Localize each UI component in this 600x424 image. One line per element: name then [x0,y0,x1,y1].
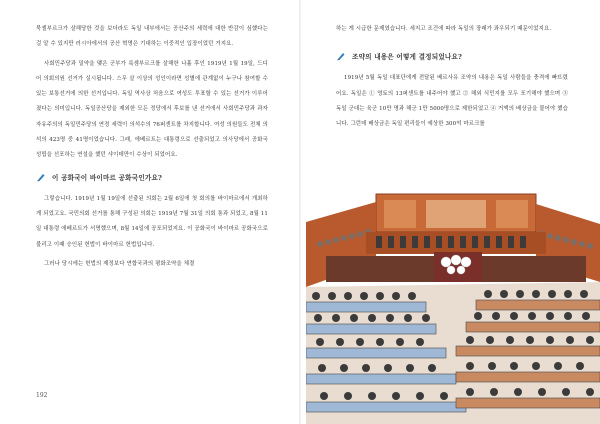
right-paragraph-2: 1919년 5월 독일 대표단에게 전달된 베르사유 조약의 내용은 독일 사람들을 충격에 빠뜨렸어요. 독일은 ① 영토의 13퍼센트를 내주어야 했고 ② 해외 식민지를 모두 포기해야 했으며 ③ 독일 군대는 육군 10만 명과 해군 1만 5000명으로 제한되었고 ④ 거액의 배상금을 물어야 했습니다. 그런데 배상금은 독일 편리들이 예상한 300억 마르크를 [336,75,568,128]
pen-icon [336,51,346,61]
left-heading-text: 이 공화국이 바이마르 공화국인가요? [52,173,163,182]
assembly-hall-illustration [306,192,600,424]
book-gutter [299,0,301,424]
right-page [336,22,568,136]
left-paragraph-1: 묵셀부르크가 살해당한 것을 보더라도 독일 내부에서는 공산주의 세력에 대한 반감이 심했다는 걸 알 수 있지만 러시아에서의 공산 혁명은 기대하는 이중적인 입장이었던 거지요. [36,26,268,48]
left-section-heading [36,172,268,182]
pen-icon [36,172,46,182]
right-heading-text: 조약의 내용은 어떻게 결정되었나요? [352,53,463,62]
left-paragraph-3: 그렇습니다. 1919년 1월 19일에 선출된 의회는 2월 6일에 첫 회의를 바이마르에서 개최하게 되었고요. 국민의회 선거를 통해 구성된 의회는 1919년 7월 31일 의회 통과 되었고, 8월 11일 대통령 에베르트가 서명했으며, 8월 14일에 공포되었지요. 이 공화국이 바이마르 공화국으로 불리고 이때 승인된 헌법이 바이마르 헌법입니다. [36,195,268,248]
left-paragraph-4: 그러나 당시에는 헌법의 제정보다 연합국과의 평화조약을 체결 [44,260,195,267]
right-section-heading [336,51,568,61]
right-paragraph-1: 하는 게 시급한 문제였습니다. 세지고 조건에 따라 독일의 장래가 좌우되기 때문이었지요. [336,26,552,32]
left-paragraph-2: 사회민주당과 밀약을 맺은 군부가 룩셈부르크를 살해한 나흘 후인 1919년 1월 19일, 드디어 의회의원 선거가 실시됩니다. 스무 살 이상의 성인이라면 성별에 관계없이 누구나 참여할 수 있는 보통선거에 의한 선거입니다. 독일 역사상 처음으로 여성도 투표할 수 있는 선거가 이루어졌다는 의미입니다. 독일공산당을 제외한 모든 정당에서 후보를 낸 선거에서 사회민주당과 과자 자유주의의 독일민주당의 연정 세력이 의석수의 76퍼센트를 차지합니다. 여성 의원들도 전체 의석의 423명 중 41명이었습니다. 그래, 에베르트는 대통령으로 선출되었고 의사당에서 공화국 성립을 선포하는 연설을 했던 샤이데만이 수상이 되었어요. [36,60,268,159]
left-page [36,22,268,276]
page-number: 192 [36,392,48,399]
